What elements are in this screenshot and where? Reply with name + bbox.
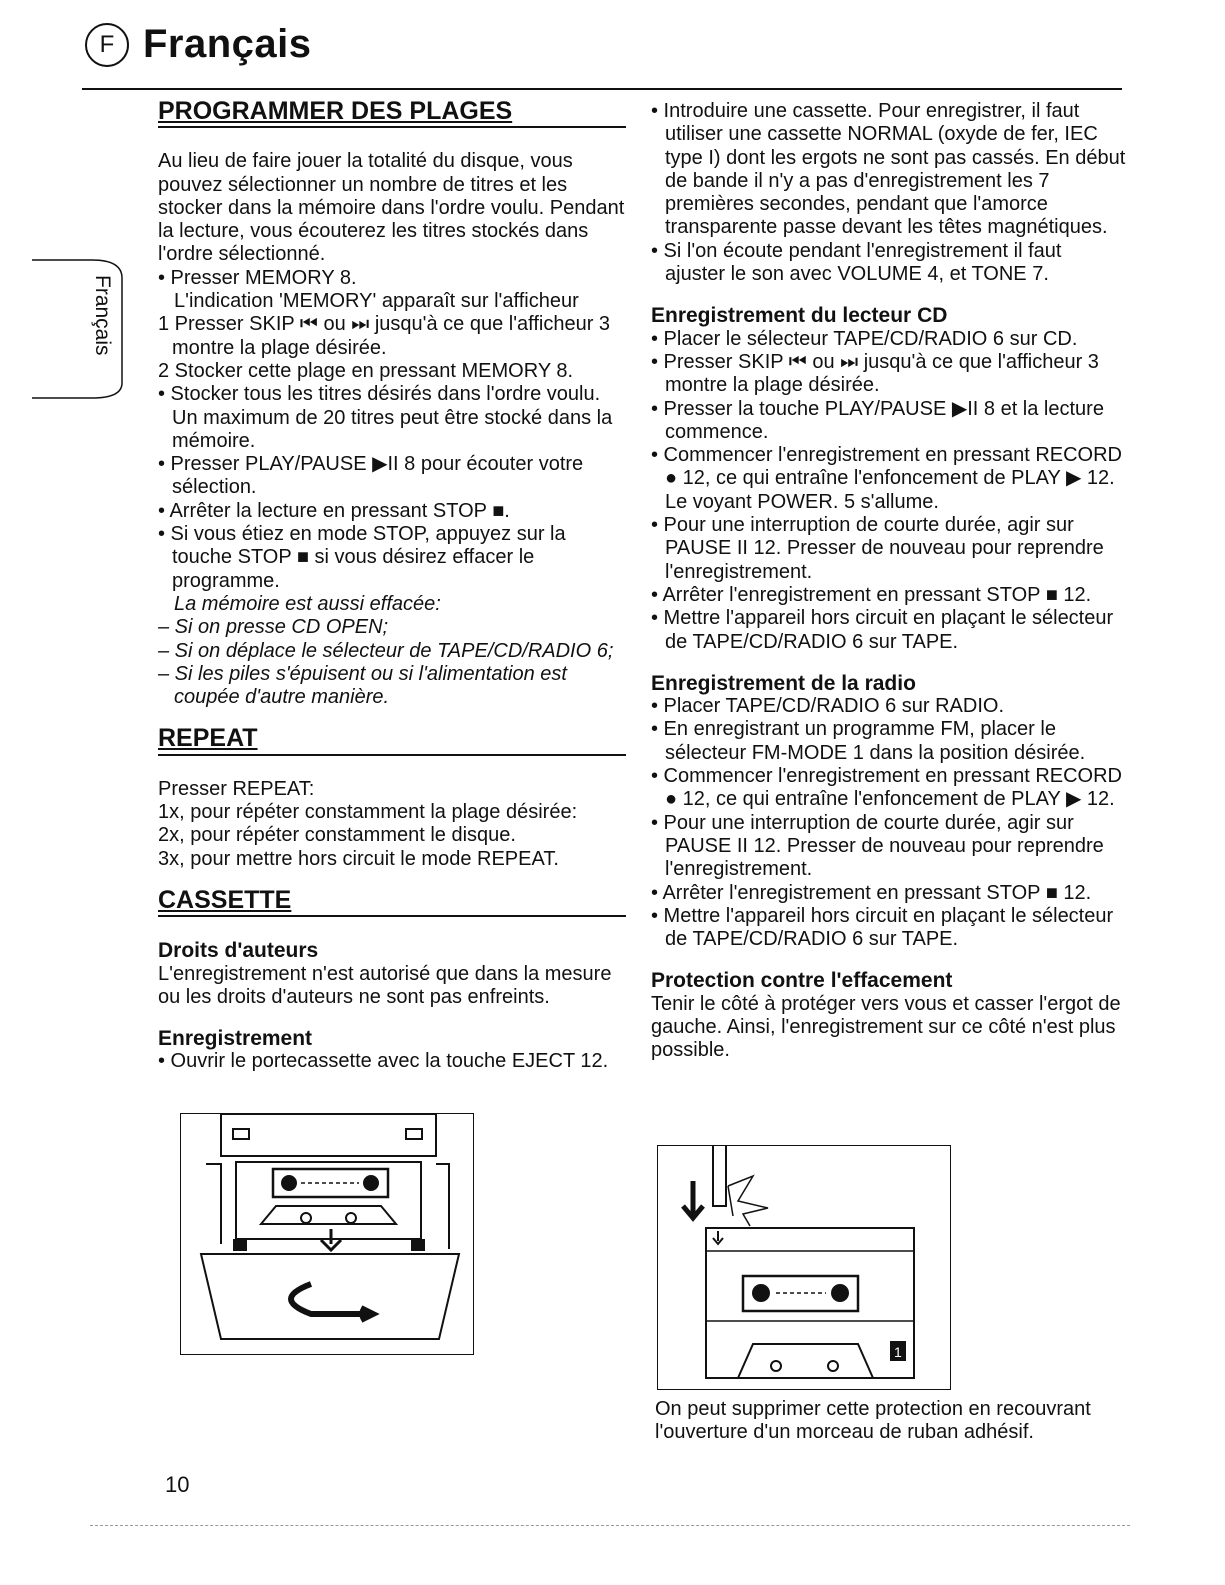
cd-bullet: • Presser la touche PLAY/PAUSE ▶II 8 et la lecture commence. (651, 397, 1104, 443)
protection-title: Protection contre l'effacement (651, 969, 953, 993)
programmer-bullet: • Si vous étiez en mode STOP, appuyez sur la touche STOP ■ si vous désirez effacer le programme. (158, 523, 566, 592)
programmer-bullet: • Stocker tous les titres désirés dans l'ordre voulu. Un maximum de 20 titres peut être stocké dans la mémoire. (158, 383, 613, 452)
protection-text: Tenir le côté à protéger vers vous et casser l'ergot de gauche. Ainsi, l'enregistrement sur ce côté n'est plus possible. (651, 992, 1121, 1062)
page-number: 10 (165, 1472, 190, 1497)
cassette-deck-illustration (180, 1113, 474, 1355)
language-badge: F (85, 23, 129, 67)
programmer-bullet: • Presser MEMORY 8. (158, 266, 357, 289)
radio-bullet: • Pour une interruption de courte durée, agir sur PAUSE II 12. Presser de nouveau pour reprendre l'enregistrement. (651, 811, 1104, 881)
section-title-programmer: PROGRAMMER DES PLAGES (158, 100, 626, 128)
radio-recording-title: Enregistrement de la radio (651, 671, 916, 695)
protection-after-text: On peut supprimer cette protection en recouvrant l'ouverture d'un morceau de ruban adhésif. (655, 1398, 1091, 1444)
cassette-bullet: • Si l'on écoute pendant l'enregistrement il faut ajuster le son avec VOLUME 4, et TONE 7. (651, 239, 1062, 286)
programmer-italic-note: La mémoire est aussi effacée: (174, 592, 441, 615)
cd-bullet: • Mettre l'appareil hors circuit en plaçant le sélecteur de TAPE/CD/RADIO 6 sur TAPE. (651, 607, 1114, 653)
droits-title: Droits d'auteurs (158, 939, 319, 963)
repeat-line: 2x, pour répéter constamment le disque. (158, 824, 516, 847)
radio-bullet: • Mettre l'appareil hors circuit en plaçant le sélecteur de TAPE/CD/RADIO 6 sur TAPE. (651, 904, 1114, 951)
section-title-repeat: REPEAT (158, 727, 626, 755)
left-column (158, 97, 626, 1074)
repeat-line: 1x, pour répéter constamment la plage désirée: (158, 801, 578, 824)
droits-text: L'enregistrement n'est autorisé que dans la mesure ou les droits d'auteurs ne sont pas enfreints. (158, 962, 612, 1008)
programmer-note: L'indication 'MEMORY' apparaît sur l'afficheur (174, 290, 579, 313)
cd-bullet: • Placer le sélecteur TAPE/CD/RADIO 6 sur CD. (651, 327, 1078, 350)
enregistrement-title: Enregistrement (158, 1027, 313, 1051)
side-tab-label: Français (91, 275, 114, 356)
programmer-dash-item: – Si on presse CD OPEN; (158, 616, 389, 639)
radio-bullet: • Arrêter l'enregistrement en pressant STOP ■ 12. (651, 881, 1092, 904)
programmer-dash-item: – Si les piles s'épuisent ou si l'alimentation est coupée d'autre manière. (158, 662, 567, 709)
page-header (85, 22, 312, 67)
programmer-bullet: • Arrêter la lecture en pressant STOP ■. (158, 499, 510, 522)
section-title-cassette: CASSETTE (158, 889, 626, 917)
cd-recording-title: Enregistrement du lecteur CD (651, 304, 948, 328)
cassette-bullet: • Introduire une cassette. Pour enregistrer, il faut utiliser une cassette NORMAL (oxyde de fer, IEC type I) dont les ergots ne sont pas cassés. En début de bande il n'y a pas d'enregistrement les 7 premières secondes, pendant que l'amorce transparente passe devant les têtes magnétiques. (651, 100, 1126, 239)
cd-bullet: • Pour une interruption de courte durée, agir sur PAUSE II 12. Presser de nouveau pour reprendre l'enregistrement. (651, 514, 1104, 583)
repeat-line: Presser REPEAT: (158, 777, 315, 800)
programmer-step-2: 2 Stocker cette plage en pressant MEMORY 8. (158, 359, 574, 382)
cassette-protection-illustration (657, 1145, 951, 1390)
right-column (651, 100, 1126, 1063)
figure-label: 1 (894, 1344, 902, 1360)
cd-bullet: • Commencer l'enregistrement en pressant RECORD ● 12, ce qui entraîne l'enfoncement de PLAY ▶ 12. Le voyant POWER. 5 s'allume. (651, 444, 1122, 513)
page-title: Français (143, 22, 312, 66)
cd-bullet: • Arrêter l'enregistrement en pressant STOP ■ 12. (651, 583, 1092, 606)
programmer-step-1: 1 Presser SKIP ⏮ ou ⏭ jusqu'à ce que l'afficheur 3 montre la plage désirée. (158, 313, 611, 359)
footer-scan-noise (90, 1525, 1130, 1526)
programmer-bullet: • Presser PLAY/PAUSE ▶II 8 pour écouter votre sélection. (158, 453, 584, 499)
enregistrement-bullet: • Ouvrir le portecassette avec la touche EJECT 12. (158, 1050, 609, 1073)
programmer-dash-item: – Si on déplace le sélecteur de TAPE/CD/RADIO 6; (158, 639, 614, 662)
repeat-line: 3x, pour mettre hors circuit le mode REPEAT. (158, 847, 559, 870)
radio-bullet: • Placer TAPE/CD/RADIO 6 sur RADIO. (651, 695, 1005, 718)
programmer-intro: Au lieu de faire jouer la totalité du disque, vous pouvez sélectionner un nombre de titres et les stocker dans la mémoire dans l'ordre voulu. Pendant la lecture, vous écouterez les titres stockés dans l'ordre sélectionné. (158, 150, 625, 266)
cd-bullet: • Presser SKIP ⏮ ou ⏭ jusqu'à ce que l'afficheur 3 montre la plage désirée. (651, 350, 1099, 397)
header-divider (82, 88, 1122, 90)
radio-bullet: • En enregistrant un programme FM, placer le sélecteur FM-MODE 1 dans la position désirée. (651, 718, 1086, 764)
radio-bullet: • Commencer l'enregistrement en pressant RECORD ● 12, ce qui entraîne l'enfoncement de PLAY ▶ 12. (651, 765, 1122, 811)
